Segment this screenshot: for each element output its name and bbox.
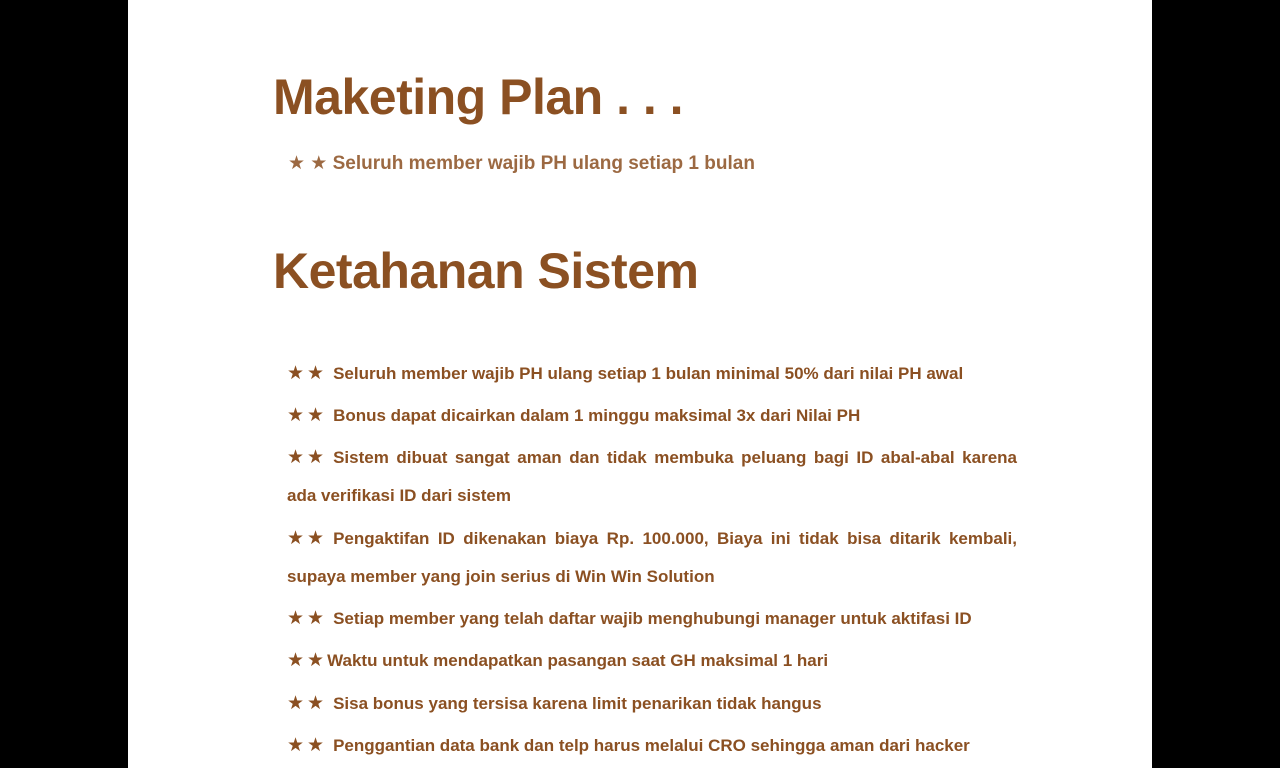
bullet-text: Pengaktifan ID dikenakan biaya Rp. 100.000, Biaya ini tidak bisa ditarik kembali, supaya member yang join serius di Win Win Solution	[287, 529, 1017, 586]
star-icon: ★★	[287, 446, 328, 468]
bullet-text: Bonus dapat dicairkan dalam 1 minggu maksimal 3x dari Nilai PH	[333, 406, 861, 425]
bullet-text: Setiap member yang telah daftar wajib menghubungi manager untuk aktifasi ID	[333, 609, 972, 628]
bullet-item	[287, 726, 1017, 765]
bullet-text: Waktu untuk mendapatkan pasangan saat GH maksimal 1 hari	[327, 651, 829, 670]
star-icon: ★★	[287, 607, 328, 629]
bullet-text: Sisa bonus yang tersisa karena limit penarikan tidak hangus	[333, 694, 822, 713]
slide-title-ketahanan-sistem: Ketahanan Sistem	[273, 243, 699, 299]
bullet-item	[287, 599, 1017, 638]
star-icon: ★★	[287, 734, 328, 756]
star-icon: ★★	[287, 649, 328, 671]
bullet-item	[287, 438, 1017, 515]
bullet-item	[287, 684, 1017, 723]
bullet-item	[287, 354, 1017, 393]
bullet-item	[287, 519, 1017, 596]
slide	[128, 0, 1152, 768]
bullet-text: Seluruh member wajib PH ulang setiap 1 bulan minimal 50% dari nilai PH awal	[333, 364, 964, 383]
bullet-item	[287, 396, 1017, 435]
star-icon: ★★	[287, 362, 328, 384]
star-icon: ★★	[287, 404, 328, 426]
clipped-text: ★ ★ Seluruh member wajib PH ulang setiap 1 bulan	[288, 153, 755, 174]
bullet-text: Sistem dibuat sangat aman dan tidak membuka peluang bagi ID abal-abal karena ada verifikasi ID dari sistem	[287, 448, 1017, 505]
bullet-item	[287, 641, 1017, 680]
clipped-text-strip	[288, 153, 755, 175]
star-icon: ★★	[287, 692, 328, 714]
slide-title-marketing-plan: Maketing Plan . . .	[273, 69, 684, 125]
bullet-text: Penggantian data bank dan telp harus melalui CRO sehingga aman dari hacker	[333, 736, 970, 755]
star-icon: ★★	[287, 527, 328, 549]
